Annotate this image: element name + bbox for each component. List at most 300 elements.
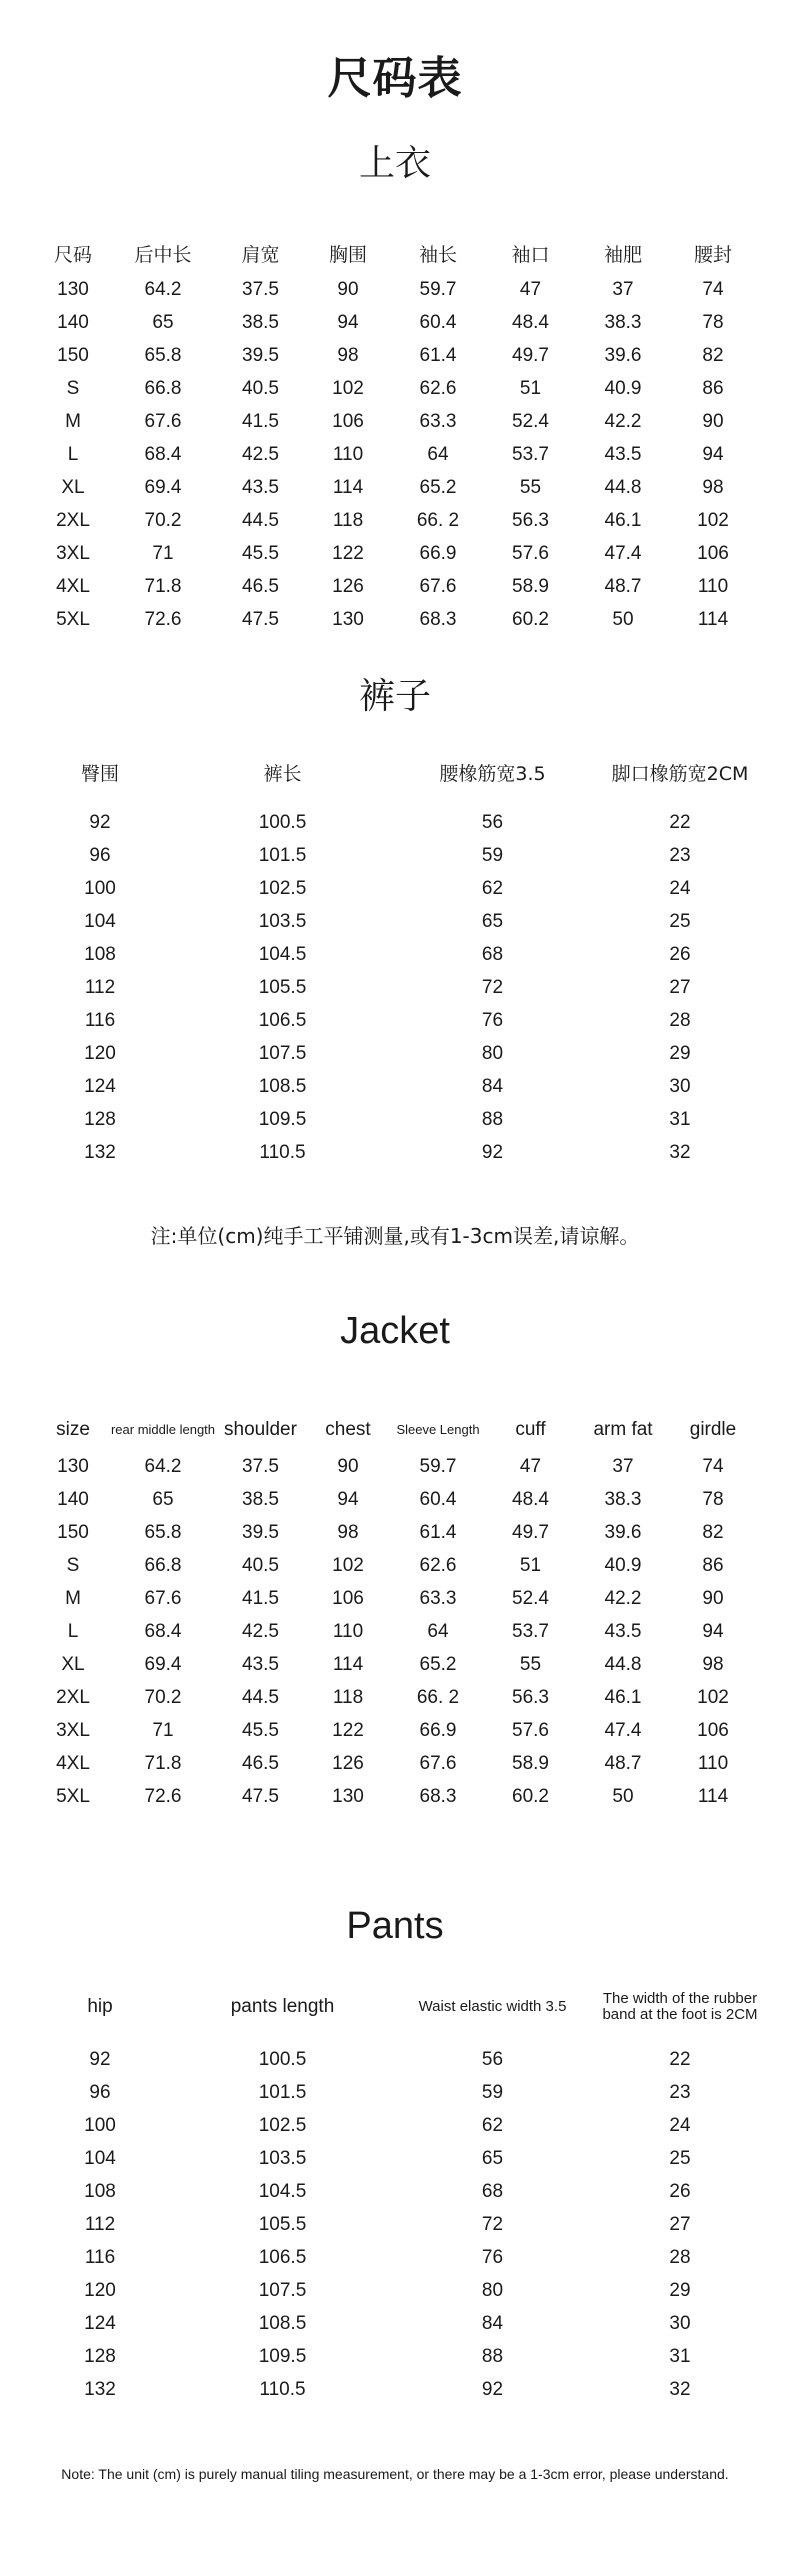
table-header-row: [38, 233, 758, 273]
table-cell: 26: [669, 943, 691, 965]
table-cell: 64.2: [144, 1455, 182, 1477]
table-cell: XL: [61, 476, 85, 498]
table-cell: 48.7: [604, 1752, 642, 1774]
table-cell: 98: [702, 1653, 724, 1675]
table-cell: 47: [519, 278, 542, 300]
table-cell: 44.5: [242, 509, 279, 531]
table-row: [38, 1549, 758, 1582]
table-cell: 122: [332, 1719, 364, 1741]
table-cell: 104: [84, 910, 116, 932]
table-cell: 114: [697, 1785, 729, 1807]
table-cell: 102: [697, 509, 729, 531]
table-cell: 90: [337, 278, 359, 300]
table-cell: 47.5: [242, 1785, 279, 1807]
table-cell: 108: [84, 2180, 116, 2202]
table-cell: 41.5: [242, 410, 279, 432]
table-cell: 53.7: [512, 1620, 549, 1642]
table-row: [38, 570, 758, 603]
table-cell: 65.2: [419, 476, 457, 498]
table-row: [38, 537, 758, 570]
top-size-table-cn: [38, 233, 758, 636]
table-cell: 3XL: [56, 542, 90, 564]
table-cell: 47.4: [604, 542, 642, 564]
table-cell: 114: [332, 1653, 364, 1675]
col-header: 袖长: [418, 243, 457, 266]
table-cell: 110: [697, 575, 729, 597]
spacer-row: [30, 2029, 770, 2043]
table-row: [30, 2340, 770, 2373]
table-cell: 39.6: [604, 1521, 642, 1543]
table-cell: 105.5: [258, 976, 307, 998]
table-cell: 100.5: [258, 2048, 307, 2070]
table-header-row: [30, 1985, 770, 2029]
table-row: [30, 1004, 770, 1037]
table-cell: 124: [84, 2312, 116, 2334]
table-row: [30, 2208, 770, 2241]
table-cell: 108.5: [258, 2312, 307, 2334]
table-cell: 28: [669, 1009, 691, 1031]
table-cell: 88: [481, 2345, 504, 2367]
table-cell: 116: [84, 2246, 116, 2268]
table-cell: 62.6: [419, 1554, 457, 1576]
table-header-row: [38, 1410, 758, 1450]
table-cell: 69.4: [144, 1653, 182, 1675]
table-cell: 66.9: [419, 1719, 457, 1741]
table-cell: 24: [669, 877, 691, 899]
table-cell: 37.5: [242, 278, 279, 300]
note-en: Note: The unit (cm) is purely manual tiling measurement, or there may be a 1-3cm error, please understand.: [61, 2466, 729, 2482]
table-cell: 106.5: [258, 1009, 307, 1031]
table-cell: 108.5: [258, 1075, 307, 1097]
table-cell: 57.6: [512, 1719, 549, 1741]
spacer-cell: [30, 792, 770, 806]
table-cell: 53.7: [512, 443, 549, 465]
col-header: 腰橡筋宽3.5: [439, 762, 546, 785]
table-cell: 150: [57, 1521, 89, 1543]
table-cell: 80: [481, 2279, 504, 2301]
table-cell: 71: [152, 1719, 174, 1741]
table-cell: 104.5: [258, 2180, 307, 2202]
table-cell: 30: [669, 1075, 691, 1097]
table-cell: 106: [332, 1587, 364, 1609]
table-cell: S: [66, 377, 80, 399]
table-cell: 94: [337, 1488, 359, 1510]
table-cell: 5XL: [56, 608, 90, 630]
table-cell: 114: [697, 608, 729, 630]
table-cell: 52.4: [512, 410, 549, 432]
table-cell: 106: [332, 410, 364, 432]
table-row: [30, 806, 770, 839]
table-cell: 102.5: [258, 2114, 307, 2136]
table-cell: 32: [669, 2378, 691, 2400]
table-row: [38, 1516, 758, 1549]
table-cell: 29: [669, 1042, 691, 1064]
table-cell: 102: [332, 1554, 364, 1576]
table-row: [38, 1615, 758, 1648]
table-cell: 37: [612, 278, 634, 300]
table-cell: L: [67, 443, 79, 465]
table-row: [30, 2076, 770, 2109]
table-cell: 100: [84, 2114, 116, 2136]
table-cell: 50: [612, 1785, 634, 1807]
note-cn: 注:单位(cm)纯手工平铺测量,或有1-3cm误差,请谅解。: [150, 1224, 640, 1248]
table-cell: 25: [669, 910, 691, 932]
table-cell: M: [65, 410, 81, 432]
table-row: [30, 1070, 770, 1103]
section-title-top-cn: 上衣: [358, 143, 431, 184]
table-cell: 72.6: [144, 608, 182, 630]
col-header: shoulder: [224, 1419, 297, 1440]
table-cell: 52.4: [512, 1587, 549, 1609]
table-cell: 45.5: [242, 542, 279, 564]
table-cell: 67.6: [144, 410, 182, 432]
table-cell: 102: [332, 377, 364, 399]
table-cell: 60.2: [512, 1785, 549, 1807]
table-cell: 101.5: [258, 844, 307, 866]
table-cell: 92: [89, 811, 111, 833]
table-cell: 46.1: [604, 1686, 642, 1708]
col-header: 臀围: [80, 762, 119, 785]
table-cell: 42.5: [242, 1620, 279, 1642]
table-row: [38, 504, 758, 537]
table-header-row: [30, 752, 770, 792]
table-cell: 57.6: [512, 542, 549, 564]
table-cell: 51: [519, 377, 542, 399]
table-cell: 104.5: [258, 943, 307, 965]
table-cell: 118: [332, 1686, 364, 1708]
col-header: 腰封: [693, 243, 732, 266]
table-cell: 150: [57, 344, 89, 366]
table-cell: 96: [89, 2081, 111, 2103]
table-cell: 128: [84, 2345, 116, 2367]
table-row: [30, 938, 770, 971]
table-cell: 103.5: [258, 2147, 307, 2169]
table-cell: 140: [57, 311, 89, 333]
jacket-size-table-en: [38, 1410, 758, 1813]
section-title-jacket-en: Jacket: [340, 1310, 450, 1352]
table-cell: 22: [669, 811, 691, 833]
table-cell: 62: [481, 2114, 504, 2136]
table-cell: 130: [332, 1785, 364, 1807]
table-cell: 110: [332, 443, 364, 465]
table-cell: 70.2: [144, 509, 182, 531]
table-cell: 112: [84, 976, 116, 998]
table-cell: 44.8: [604, 1653, 642, 1675]
table-cell: 98: [337, 344, 359, 366]
table-cell: 126: [332, 575, 364, 597]
table-cell: 31: [669, 1108, 691, 1130]
table-cell: 47.5: [242, 608, 279, 630]
table-cell: 66.8: [144, 1554, 182, 1576]
table-cell: 2XL: [56, 1686, 90, 1708]
table-cell: 47: [519, 1455, 542, 1477]
table-cell: 46.1: [604, 509, 642, 531]
table-cell: 86: [702, 377, 724, 399]
table-cell: 92: [481, 1141, 504, 1163]
table-cell: 69.4: [144, 476, 182, 498]
table-cell: 26: [669, 2180, 691, 2202]
table-cell: 98: [702, 476, 724, 498]
table-cell: 65: [152, 1488, 174, 1510]
table-row: [38, 405, 758, 438]
table-cell: L: [67, 1620, 79, 1642]
col-header: girdle: [689, 1419, 737, 1440]
table-cell: 62: [481, 877, 504, 899]
table-cell: 38.5: [242, 1488, 279, 1510]
table-cell: 110.5: [259, 1141, 306, 1163]
table-cell: 101.5: [258, 2081, 307, 2103]
table-cell: 68: [481, 2180, 504, 2202]
table-cell: 47.4: [604, 1719, 642, 1741]
table-cell: 122: [332, 542, 364, 564]
table-row: [38, 1780, 758, 1813]
table-cell: 45.5: [242, 1719, 279, 1741]
table-cell: 72: [481, 2213, 504, 2235]
col-header: Waist elastic width 3.5: [418, 1998, 567, 2015]
table-cell: 50: [612, 608, 634, 630]
table-cell: 78: [702, 311, 724, 333]
table-cell: 38.3: [604, 1488, 642, 1510]
table-cell: 2XL: [56, 509, 90, 531]
table-cell: 61.4: [419, 344, 457, 366]
table-cell: 124: [84, 1075, 116, 1097]
table-cell: 31: [669, 2345, 691, 2367]
table-cell: 114: [332, 476, 364, 498]
table-cell: 3XL: [56, 1719, 90, 1741]
table-cell: 37: [612, 1455, 634, 1477]
table-cell: 40.9: [604, 1554, 642, 1576]
table-cell: 107.5: [258, 2279, 307, 2301]
table-cell: 27: [669, 2213, 691, 2235]
table-cell: 44.8: [604, 476, 642, 498]
table-cell: 116: [84, 1009, 116, 1031]
table-cell: 68.3: [419, 608, 457, 630]
table-cell: 43.5: [242, 1653, 279, 1675]
table-cell: 68.3: [419, 1785, 457, 1807]
table-cell: 29: [669, 2279, 691, 2301]
table-row: [30, 1103, 770, 1136]
table-cell: 66.8: [144, 377, 182, 399]
table-cell: 43.5: [604, 1620, 642, 1642]
table-cell: 78: [702, 1488, 724, 1510]
col-header: 尺码: [53, 243, 92, 266]
table-cell: 66. 2: [416, 509, 460, 531]
table-row: [30, 2043, 770, 2076]
table-cell: 23: [669, 2081, 691, 2103]
table-cell: 27: [669, 976, 691, 998]
table-cell: 28: [669, 2246, 691, 2268]
table-row: [38, 372, 758, 405]
section-title-pants-cn: 裤子: [358, 676, 431, 717]
table-cell: 30: [669, 2312, 691, 2334]
table-cell: 71.8: [144, 1752, 182, 1774]
table-row: [30, 905, 770, 938]
col-header: 脚口橡筋宽2CM: [611, 762, 749, 785]
table-row: [38, 1681, 758, 1714]
table-row: [38, 1747, 758, 1780]
table-cell: 62.6: [419, 377, 457, 399]
table-cell: 92: [481, 2378, 504, 2400]
table-cell: 68: [481, 943, 504, 965]
table-cell: 130: [57, 1455, 89, 1477]
table-cell: 55: [519, 1653, 542, 1675]
col-header: arm fat: [593, 1419, 653, 1440]
table-row: [30, 2274, 770, 2307]
spacer-cell: [30, 2029, 770, 2043]
table-row: [30, 2241, 770, 2274]
table-cell: 39.5: [242, 344, 279, 366]
page-title: 尺码表: [327, 53, 463, 104]
table-cell: 109.5: [258, 2345, 307, 2367]
table-cell: 110.5: [259, 2378, 306, 2400]
table-cell: 132: [84, 2378, 116, 2400]
table-cell: 130: [57, 278, 89, 300]
table-cell: 59.7: [419, 278, 457, 300]
table-cell: 110: [697, 1752, 729, 1774]
table-cell: 120: [84, 1042, 116, 1064]
table-cell: 66. 2: [416, 1686, 460, 1708]
table-row: [38, 1582, 758, 1615]
table-cell: 64: [427, 443, 449, 465]
table-cell: 61.4: [419, 1521, 457, 1543]
col-header: 后中长: [134, 243, 192, 266]
table-cell: 40.9: [604, 377, 642, 399]
table-cell: 56.3: [512, 1686, 549, 1708]
table-cell: 76: [481, 1009, 504, 1031]
table-cell: 94: [702, 1620, 724, 1642]
col-header: chest: [325, 1419, 371, 1440]
table-cell: 82: [702, 1521, 724, 1543]
col-header: rear middle length: [110, 1422, 216, 1437]
spacer-row: [30, 792, 770, 806]
table-cell: 60.2: [512, 608, 549, 630]
table-cell: 49.7: [512, 344, 549, 366]
table-cell: M: [65, 1587, 81, 1609]
table-cell: 118: [332, 509, 364, 531]
table-cell: 65: [481, 910, 504, 932]
table-cell: 102.5: [258, 877, 307, 899]
table-cell: 67.6: [144, 1587, 182, 1609]
table-cell: 37.5: [242, 1455, 279, 1477]
table-cell: 25: [669, 2147, 691, 2169]
table-cell: 90: [337, 1455, 359, 1477]
table-cell: 64.2: [144, 278, 182, 300]
table-cell: 120: [84, 2279, 116, 2301]
table-cell: 67.6: [419, 575, 457, 597]
table-cell: 38.3: [604, 311, 642, 333]
table-cell: 86: [702, 1554, 724, 1576]
table-cell: 65.8: [144, 344, 182, 366]
table-cell: 128: [84, 1108, 116, 1130]
table-cell: 74: [702, 1455, 724, 1477]
table-row: [30, 2373, 770, 2406]
table-row: [30, 839, 770, 872]
table-cell: 46.5: [242, 1752, 279, 1774]
table-cell: 104: [84, 2147, 116, 2169]
table-cell: XL: [61, 1653, 85, 1675]
table-cell: 126: [332, 1752, 364, 1774]
table-cell: 59: [481, 844, 504, 866]
table-cell: 72: [481, 976, 504, 998]
table-row: [38, 339, 758, 372]
table-cell: 108: [84, 943, 116, 965]
table-cell: 102: [697, 1686, 729, 1708]
table-cell: 48.4: [512, 1488, 549, 1510]
table-cell: 59: [481, 2081, 504, 2103]
table-cell: 48.4: [512, 311, 549, 333]
table-cell: 42.2: [604, 410, 642, 432]
table-row: [38, 438, 758, 471]
table-cell: 74: [702, 278, 724, 300]
table-cell: 67.6: [419, 1752, 457, 1774]
table-cell: 132: [84, 1141, 116, 1163]
table-cell: 130: [332, 608, 364, 630]
table-cell: 58.9: [512, 575, 549, 597]
table-row: [38, 1483, 758, 1516]
table-row: [38, 273, 758, 306]
table-cell: 106: [697, 542, 729, 564]
table-cell: 56: [481, 811, 504, 833]
table-cell: 76: [481, 2246, 504, 2268]
table-cell: 51: [519, 1554, 542, 1576]
table-cell: 44.5: [242, 1686, 279, 1708]
table-cell: 94: [337, 311, 359, 333]
table-cell: 98: [337, 1521, 359, 1543]
col-header: size: [56, 1419, 90, 1440]
table-cell: 23: [669, 844, 691, 866]
table-cell: 39.6: [604, 344, 642, 366]
table-cell: 80: [481, 1042, 504, 1064]
table-cell: 88: [481, 1108, 504, 1130]
table-row: [30, 2142, 770, 2175]
table-cell: 96: [89, 844, 111, 866]
table-cell: 55: [519, 476, 542, 498]
pants-size-table-cn: [30, 752, 770, 1169]
table-cell: 63.3: [419, 1587, 457, 1609]
table-row: [30, 2109, 770, 2142]
table-cell: 68.4: [144, 1620, 182, 1642]
table-cell: 68.4: [144, 443, 182, 465]
table-cell: 90: [702, 1587, 724, 1609]
table-cell: 39.5: [242, 1521, 279, 1543]
table-cell: 72.6: [144, 1785, 182, 1807]
table-cell: 71.8: [144, 575, 182, 597]
table-row: [30, 971, 770, 1004]
table-cell: 42.5: [242, 443, 279, 465]
table-cell: 56.3: [512, 509, 549, 531]
table-row: [30, 2307, 770, 2340]
table-cell: 82: [702, 344, 724, 366]
table-cell: 43.5: [242, 476, 279, 498]
table-cell: 103.5: [258, 910, 307, 932]
table-row: [38, 1648, 758, 1681]
table-cell: 84: [481, 2312, 504, 2334]
table-cell: 84: [481, 1075, 504, 1097]
table-cell: 109.5: [258, 1108, 307, 1130]
table-cell: 110: [332, 1620, 364, 1642]
col-header: The width of the rubber band at the foot is 2CM: [602, 1990, 758, 2023]
table-cell: 41.5: [242, 1587, 279, 1609]
table-cell: 63.3: [419, 410, 457, 432]
table-cell: 48.7: [604, 575, 642, 597]
table-cell: 46.5: [242, 575, 279, 597]
table-row: [38, 1714, 758, 1747]
table-cell: 4XL: [56, 575, 90, 597]
table-cell: 58.9: [512, 1752, 549, 1774]
table-row: [38, 603, 758, 636]
table-row: [30, 872, 770, 905]
table-cell: 106.5: [258, 2246, 307, 2268]
